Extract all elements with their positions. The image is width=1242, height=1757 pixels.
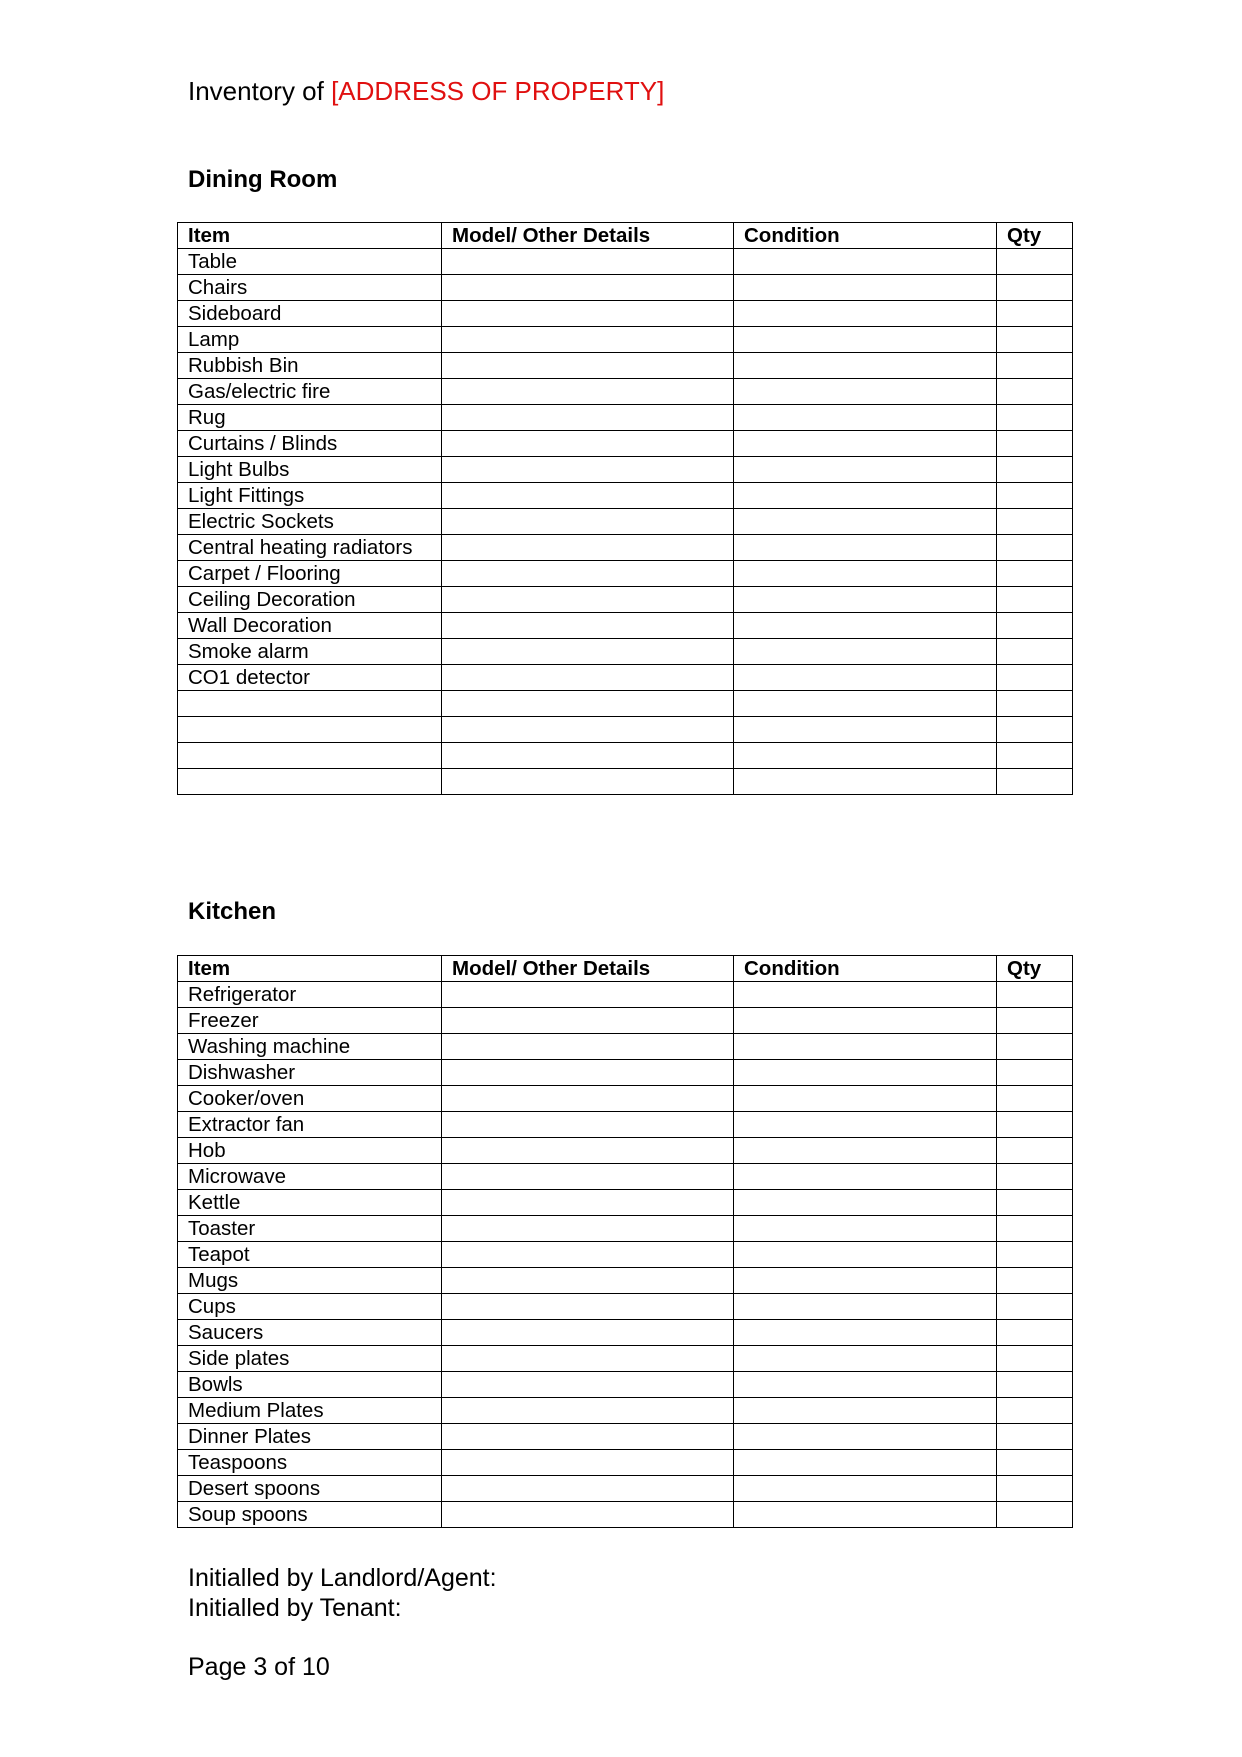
item-cell: Ceiling Decoration — [178, 587, 442, 613]
item-cell: Light Fittings — [178, 483, 442, 509]
qty-cell[interactable] — [997, 1450, 1073, 1476]
condition-cell[interactable] — [734, 1346, 997, 1372]
qty-cell[interactable] — [997, 431, 1073, 457]
condition-cell[interactable] — [734, 1060, 997, 1086]
item-cell: Dinner Plates — [178, 1424, 442, 1450]
table-row — [178, 769, 1073, 795]
model-details-cell[interactable] — [442, 1398, 734, 1424]
item-cell: Gas/electric fire — [178, 379, 442, 405]
page-number: Page 3 of 10 — [188, 1653, 330, 1681]
table-row — [178, 1372, 1073, 1398]
table-row — [178, 1346, 1073, 1372]
model-details-cell[interactable] — [442, 1268, 734, 1294]
address-placeholder: [ADDRESS OF PROPERTY] — [331, 76, 665, 106]
qty-cell[interactable] — [997, 1112, 1073, 1138]
qty-cell[interactable] — [997, 982, 1073, 1008]
model-details-cell[interactable] — [442, 982, 734, 1008]
item-cell: CO1 detector — [178, 665, 442, 691]
item-cell: Electric Sockets — [178, 509, 442, 535]
table-row — [178, 405, 1073, 431]
table-row — [178, 1060, 1073, 1086]
item-cell: Teaspoons — [178, 1450, 442, 1476]
condition-cell[interactable] — [734, 691, 997, 717]
item-cell: Mugs — [178, 1268, 442, 1294]
qty-cell[interactable] — [997, 483, 1073, 509]
table-row — [178, 1216, 1073, 1242]
qty-cell[interactable] — [997, 691, 1073, 717]
model-details-cell[interactable] — [442, 1060, 734, 1086]
model-details-cell[interactable] — [442, 1450, 734, 1476]
qty-cell[interactable] — [997, 249, 1073, 275]
qty-cell[interactable] — [997, 769, 1073, 795]
qty-cell[interactable] — [997, 1372, 1073, 1398]
table-row — [178, 301, 1073, 327]
item-cell: Central heating radiators — [178, 535, 442, 561]
item-cell: Wall Decoration — [178, 613, 442, 639]
table-header-row — [178, 223, 1073, 249]
qty-cell[interactable] — [997, 743, 1073, 769]
condition-cell[interactable] — [734, 249, 997, 275]
item-cell: Medium Plates — [178, 1398, 442, 1424]
item-cell — [178, 769, 442, 795]
condition-cell[interactable] — [734, 1268, 997, 1294]
condition-cell[interactable] — [734, 1008, 997, 1034]
column-header-item: Item — [178, 956, 442, 982]
table-row — [178, 249, 1073, 275]
table-row — [178, 1450, 1073, 1476]
table-row — [178, 613, 1073, 639]
table-row — [178, 1190, 1073, 1216]
condition-cell[interactable] — [734, 379, 997, 405]
qty-cell[interactable] — [997, 561, 1073, 587]
table-row — [178, 1268, 1073, 1294]
qty-cell[interactable] — [997, 1346, 1073, 1372]
table-row — [178, 1398, 1073, 1424]
item-cell: Sideboard — [178, 301, 442, 327]
condition-cell[interactable] — [734, 1216, 997, 1242]
condition-cell[interactable] — [734, 587, 997, 613]
inventory-table-dining-room — [177, 222, 1073, 795]
item-cell: Extractor fan — [178, 1112, 442, 1138]
model-details-cell[interactable] — [442, 1008, 734, 1034]
tenant-initials-line: Initialled by Tenant: — [188, 1594, 402, 1622]
model-details-cell[interactable] — [442, 405, 734, 431]
item-cell: Rug — [178, 405, 442, 431]
qty-cell[interactable] — [997, 275, 1073, 301]
table-header-row — [178, 956, 1073, 982]
qty-cell[interactable] — [997, 1138, 1073, 1164]
condition-cell[interactable] — [734, 275, 997, 301]
condition-cell[interactable] — [734, 405, 997, 431]
item-cell: Lamp — [178, 327, 442, 353]
model-details-cell[interactable] — [442, 249, 734, 275]
item-cell: Carpet / Flooring — [178, 561, 442, 587]
model-details-cell[interactable] — [442, 769, 734, 795]
item-cell: Cooker/oven — [178, 1086, 442, 1112]
qty-cell[interactable] — [997, 1294, 1073, 1320]
table-row — [178, 665, 1073, 691]
table-row — [178, 1034, 1073, 1060]
condition-cell[interactable] — [734, 665, 997, 691]
item-cell: Light Bulbs — [178, 457, 442, 483]
model-details-cell[interactable] — [442, 1372, 734, 1398]
model-details-cell[interactable] — [442, 691, 734, 717]
landlord-initials-line: Initialled by Landlord/Agent: — [188, 1564, 497, 1592]
column-header-condition: Condition — [734, 223, 997, 249]
table-row — [178, 327, 1073, 353]
qty-cell[interactable] — [997, 1060, 1073, 1086]
column-header-model: Model/ Other Details — [442, 223, 734, 249]
model-details-cell[interactable] — [442, 535, 734, 561]
model-details-cell[interactable] — [442, 483, 734, 509]
item-cell — [178, 691, 442, 717]
table-row — [178, 982, 1073, 1008]
qty-cell[interactable] — [997, 327, 1073, 353]
item-cell: Desert spoons — [178, 1476, 442, 1502]
table-row — [178, 353, 1073, 379]
condition-cell[interactable] — [734, 535, 997, 561]
model-details-cell[interactable] — [442, 665, 734, 691]
item-cell: Dishwasher — [178, 1060, 442, 1086]
column-header-condition: Condition — [734, 956, 997, 982]
condition-cell[interactable] — [734, 613, 997, 639]
table-row — [178, 275, 1073, 301]
condition-cell[interactable] — [734, 457, 997, 483]
model-details-cell[interactable] — [442, 353, 734, 379]
model-details-cell[interactable] — [442, 561, 734, 587]
qty-cell[interactable] — [997, 1424, 1073, 1450]
table-row — [178, 1242, 1073, 1268]
qty-cell[interactable] — [997, 1320, 1073, 1346]
table-row — [178, 743, 1073, 769]
qty-cell[interactable] — [997, 1268, 1073, 1294]
qty-cell[interactable] — [997, 1398, 1073, 1424]
model-details-cell[interactable] — [442, 379, 734, 405]
condition-cell[interactable] — [734, 1372, 997, 1398]
table-row — [178, 587, 1073, 613]
model-details-cell[interactable] — [442, 1164, 734, 1190]
qty-cell[interactable] — [997, 717, 1073, 743]
item-cell: Side plates — [178, 1346, 442, 1372]
condition-cell[interactable] — [734, 1398, 997, 1424]
item-cell: Saucers — [178, 1320, 442, 1346]
item-cell: Hob — [178, 1138, 442, 1164]
condition-cell[interactable] — [734, 717, 997, 743]
condition-cell[interactable] — [734, 1476, 997, 1502]
table-row — [178, 457, 1073, 483]
qty-cell[interactable] — [997, 1476, 1073, 1502]
page-title — [188, 74, 664, 108]
table-row — [178, 1164, 1073, 1190]
item-cell: Kettle — [178, 1190, 442, 1216]
condition-cell[interactable] — [734, 1294, 997, 1320]
qty-cell[interactable] — [997, 379, 1073, 405]
column-header-qty: Qty — [997, 223, 1073, 249]
qty-cell[interactable] — [997, 509, 1073, 535]
qty-cell[interactable] — [997, 1008, 1073, 1034]
table-row — [178, 691, 1073, 717]
condition-cell[interactable] — [734, 483, 997, 509]
condition-cell[interactable] — [734, 769, 997, 795]
condition-cell[interactable] — [734, 1164, 997, 1190]
item-cell: Cups — [178, 1294, 442, 1320]
qty-cell[interactable] — [997, 1502, 1073, 1528]
item-cell: Table — [178, 249, 442, 275]
model-details-cell[interactable] — [442, 1242, 734, 1268]
qty-cell[interactable] — [997, 1190, 1073, 1216]
model-details-cell[interactable] — [442, 1346, 734, 1372]
table-row — [178, 1138, 1073, 1164]
model-details-cell[interactable] — [442, 431, 734, 457]
table-row — [178, 431, 1073, 457]
qty-cell[interactable] — [997, 301, 1073, 327]
table-row — [178, 1112, 1073, 1138]
qty-cell[interactable] — [997, 665, 1073, 691]
table-row — [178, 535, 1073, 561]
condition-cell[interactable] — [734, 1086, 997, 1112]
item-cell — [178, 717, 442, 743]
model-details-cell[interactable] — [442, 1294, 734, 1320]
table-row — [178, 639, 1073, 665]
condition-cell[interactable] — [734, 982, 997, 1008]
model-details-cell[interactable] — [442, 509, 734, 535]
model-details-cell[interactable] — [442, 1320, 734, 1346]
table-body-kitchen — [178, 982, 1073, 1528]
model-details-cell[interactable] — [442, 1502, 734, 1528]
item-cell: Microwave — [178, 1164, 442, 1190]
section-title-dining-room: Dining Room — [188, 166, 338, 193]
qty-cell[interactable] — [997, 1216, 1073, 1242]
qty-cell[interactable] — [997, 1164, 1073, 1190]
model-details-cell[interactable] — [442, 717, 734, 743]
item-cell: Bowls — [178, 1372, 442, 1398]
model-details-cell[interactable] — [442, 1216, 734, 1242]
condition-cell[interactable] — [734, 1242, 997, 1268]
condition-cell[interactable] — [734, 353, 997, 379]
qty-cell[interactable] — [997, 639, 1073, 665]
qty-cell[interactable] — [997, 535, 1073, 561]
qty-cell[interactable] — [997, 613, 1073, 639]
model-details-cell[interactable] — [442, 1476, 734, 1502]
item-cell: Washing machine — [178, 1034, 442, 1060]
inventory-table-kitchen — [177, 955, 1073, 1528]
qty-cell[interactable] — [997, 1086, 1073, 1112]
condition-cell[interactable] — [734, 301, 997, 327]
model-details-cell[interactable] — [442, 587, 734, 613]
table-row — [178, 1502, 1073, 1528]
model-details-cell[interactable] — [442, 275, 734, 301]
item-cell: Chairs — [178, 275, 442, 301]
table-row — [178, 1320, 1073, 1346]
qty-cell[interactable] — [997, 1034, 1073, 1060]
qty-cell[interactable] — [997, 587, 1073, 613]
condition-cell[interactable] — [734, 327, 997, 353]
qty-cell[interactable] — [997, 1242, 1073, 1268]
table-row — [178, 561, 1073, 587]
item-cell: Refrigerator — [178, 982, 442, 1008]
table-row — [178, 509, 1073, 535]
model-details-cell[interactable] — [442, 457, 734, 483]
item-cell: Soup spoons — [178, 1502, 442, 1528]
column-header-model: Model/ Other Details — [442, 956, 734, 982]
qty-cell[interactable] — [997, 457, 1073, 483]
condition-cell[interactable] — [734, 1034, 997, 1060]
model-details-cell[interactable] — [442, 1034, 734, 1060]
condition-cell[interactable] — [734, 1190, 997, 1216]
item-cell: Curtains / Blinds — [178, 431, 442, 457]
model-details-cell[interactable] — [442, 743, 734, 769]
condition-cell[interactable] — [734, 1138, 997, 1164]
column-header-qty: Qty — [997, 956, 1073, 982]
model-details-cell[interactable] — [442, 1424, 734, 1450]
item-cell: Smoke alarm — [178, 639, 442, 665]
condition-cell[interactable] — [734, 509, 997, 535]
table-row — [178, 1008, 1073, 1034]
section-title-kitchen: Kitchen — [188, 898, 277, 925]
model-details-cell[interactable] — [442, 301, 734, 327]
condition-cell[interactable] — [734, 561, 997, 587]
model-details-cell[interactable] — [442, 327, 734, 353]
table-row — [178, 1294, 1073, 1320]
model-details-cell[interactable] — [442, 1112, 734, 1138]
condition-cell[interactable] — [734, 639, 997, 665]
condition-cell[interactable] — [734, 1320, 997, 1346]
model-details-cell[interactable] — [442, 1190, 734, 1216]
qty-cell[interactable] — [997, 405, 1073, 431]
condition-cell[interactable] — [734, 1502, 997, 1528]
item-cell: Toaster — [178, 1216, 442, 1242]
condition-cell[interactable] — [734, 1112, 997, 1138]
table-row — [178, 1086, 1073, 1112]
title-prefix: Inventory of — [188, 76, 332, 106]
table-row — [178, 483, 1073, 509]
item-cell: Rubbish Bin — [178, 353, 442, 379]
table-row — [178, 1476, 1073, 1502]
item-cell: Freezer — [178, 1008, 442, 1034]
item-cell — [178, 743, 442, 769]
table-row — [178, 717, 1073, 743]
model-details-cell[interactable] — [442, 1138, 734, 1164]
model-details-cell[interactable] — [442, 639, 734, 665]
qty-cell[interactable] — [997, 353, 1073, 379]
column-header-item: Item — [178, 223, 442, 249]
table-body-dining-room — [178, 249, 1073, 795]
item-cell: Teapot — [178, 1242, 442, 1268]
model-details-cell[interactable] — [442, 1086, 734, 1112]
model-details-cell[interactable] — [442, 613, 734, 639]
table-row — [178, 379, 1073, 405]
condition-cell[interactable] — [734, 1450, 997, 1476]
condition-cell[interactable] — [734, 431, 997, 457]
condition-cell[interactable] — [734, 1424, 997, 1450]
table-row — [178, 1424, 1073, 1450]
condition-cell[interactable] — [734, 743, 997, 769]
